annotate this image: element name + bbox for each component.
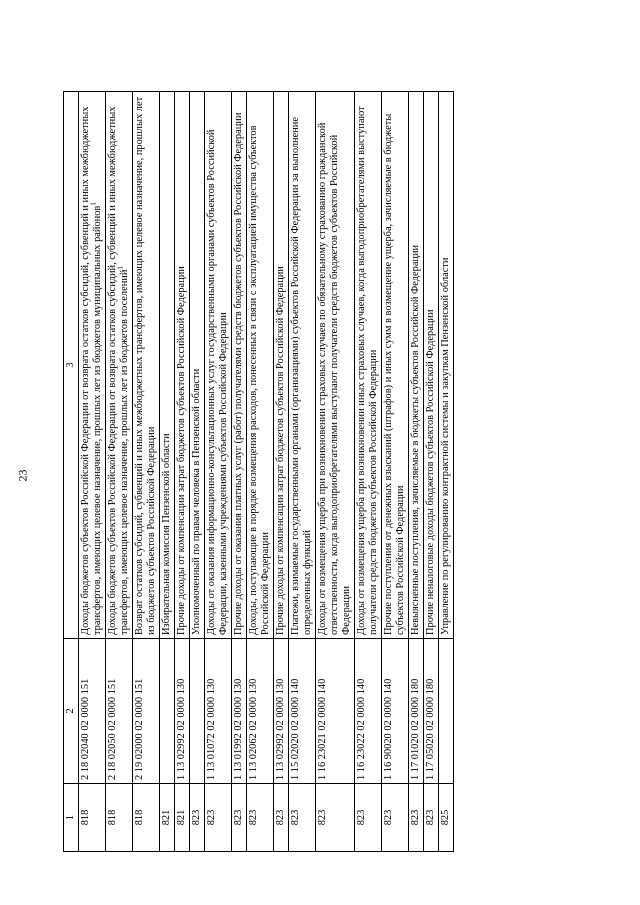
table-row (106, 92, 133, 852)
revenue-code-cell: 1 13 02992 02 0000 130 (175, 639, 190, 784)
admin-code-cell: 823 (316, 784, 355, 852)
table-row (79, 92, 106, 852)
revenue-code-cell: 1 17 01020 02 0000 180 (409, 639, 424, 784)
table-row (160, 92, 175, 852)
footnote-mark: 1 (116, 266, 125, 270)
revenue-code-cell: 2 18 02050 02 0000 151 (106, 639, 133, 784)
description-cell (205, 92, 232, 639)
admin-code-cell: 823 (274, 784, 289, 852)
header-col-2: 2 (64, 639, 79, 784)
description-cell (106, 92, 133, 639)
revenue-code-cell (160, 639, 175, 784)
description-cell (439, 92, 454, 639)
admin-code-cell: 818 (133, 784, 160, 852)
admin-code-cell: 818 (106, 784, 133, 852)
description-text: Платежи, взимаемые государственными органами (организациями) субъектов Российской Федерации за выполнение определенных функций (290, 117, 313, 635)
page-number: 23 (15, 469, 30, 482)
description-cell (190, 92, 205, 639)
description-cell (175, 92, 190, 639)
revenue-code-cell: 1 16 23022 02 0000 140 (355, 639, 382, 784)
description-text: Доходы от возмещения ущерба при возникновении иных страховых случаев, когда выгодоприобретателями выступают получатели средств бюджетов субъектов Российской Федерации (356, 106, 379, 635)
description-cell (289, 92, 316, 639)
description-cell (232, 92, 247, 639)
admin-code-cell: 823 (424, 784, 439, 852)
description-text: Уполномоченный по правам человека в Пензенской области (191, 368, 202, 635)
table-row (355, 92, 382, 852)
revenue-code-cell: 2 18 02040 02 0000 151 (79, 639, 106, 784)
description-cell (316, 92, 355, 639)
table-row (289, 92, 316, 852)
header-col-1: 1 (64, 784, 79, 852)
revenue-code-cell: 1 15 02020 02 0000 140 (289, 639, 316, 784)
admin-code-cell: 818 (79, 784, 106, 852)
revenue-code-cell: 1 17 05020 02 0000 180 (424, 639, 439, 784)
table-row (133, 92, 160, 852)
admin-code-cell: 821 (160, 784, 175, 852)
table-body (79, 92, 454, 852)
description-cell (133, 92, 160, 639)
description-cell (424, 92, 439, 639)
description-cell (247, 92, 274, 639)
table-row (316, 92, 355, 852)
revenue-code-cell (439, 639, 454, 784)
table-row (274, 92, 289, 852)
footnote-mark: 1 (89, 202, 98, 206)
description-text: Доходы от возмещения ущерба при возникновении страховых случаев по обязательному страхованию гражданской ответственности, когда выгодоприобретателями выступают получатели средств бюджетов субъектов Российской Федерации (317, 122, 352, 635)
header-col-3: 3 (64, 92, 79, 639)
admin-code-cell: 823 (289, 784, 316, 852)
admin-code-cell: 823 (190, 784, 205, 852)
description-cell (355, 92, 382, 639)
revenue-code-cell: 1 13 01072 02 0000 130 (205, 639, 232, 784)
admin-code-cell: 823 (382, 784, 409, 852)
admin-code-cell: 821 (175, 784, 190, 852)
table-row (190, 92, 205, 852)
table-row (232, 92, 247, 852)
table-row (439, 92, 454, 852)
table-row (409, 92, 424, 852)
description-text: Невыясненные поступления, зачисляемые в бюджеты субъектов Российской Федерации (410, 244, 421, 635)
table-row (205, 92, 232, 852)
description-text: Доходы от оказания информационно-консультационных услуг государственными органами субъектов Российской Федерации, казенными учреждениями субъектов Российской Федерации (206, 129, 229, 635)
table-header-row (64, 92, 79, 852)
admin-code-cell: 823 (355, 784, 382, 852)
description-text: Избирательная комиссия Пензенской области (161, 433, 172, 635)
description-text: Прочие доходы от компенсации затрат бюджетов субъектов Российской Федерации (275, 266, 286, 635)
description-text: Доходы бюджетов субъектов Российской Федерации от возврата остатков субсидий, субвенций и иных межбюджетных трансфертов, имеющих целевое назначение, прошлых лет из бюджетов поселений (107, 106, 130, 635)
description-text: Прочие поступления от денежных взысканий (штрафов) и иных сумм в возмещение ущерба, зачисляемые в бюджеты субъектов Российской Федерации (383, 113, 406, 635)
description-text: Доходы бюджетов субъектов Российской Федерации от возврата остатков субсидий, субвенций и иных межбюджетных трансфертов, имеющих целевое назначение, прошлых лет из бюджетов муниципальных районов (80, 106, 103, 635)
revenue-code-cell: 1 13 02992 02 0000 130 (274, 639, 289, 784)
revenue-codes-table (63, 91, 454, 852)
description-text: Возврат остатков субсидий, субвенций и иных межбюджетных трансфертов, имеющих целевое назначение, прошлых лет из бюджетов субъектов Российской Федерации (134, 96, 157, 635)
description-text: Прочие доходы от компенсации затрат бюджетов субъектов Российской Федерации (176, 266, 187, 635)
description-cell (274, 92, 289, 639)
description-text: Прочие доходы от оказания платных услуг (работ) получателями средств бюджетов субъектов Российской Федерации (233, 112, 244, 635)
description-text: Управление по регулированию контрактной системы и закупкам Пензенской области (440, 257, 451, 635)
revenue-code-cell: 1 16 23021 02 0000 140 (316, 639, 355, 784)
description-cell (160, 92, 175, 639)
revenue-code-cell: 1 13 01992 02 0000 130 (232, 639, 247, 784)
admin-code-cell: 825 (439, 784, 454, 852)
admin-code-cell: 823 (247, 784, 274, 852)
table-row (424, 92, 439, 852)
description-cell (409, 92, 424, 639)
revenue-code-cell: 1 13 02062 02 0000 130 (247, 639, 274, 784)
table-row (247, 92, 274, 852)
description-cell (382, 92, 409, 639)
admin-code-cell: 823 (409, 784, 424, 852)
revenue-code-cell (190, 639, 205, 784)
rotated-table-container (63, 92, 633, 852)
admin-code-cell: 823 (205, 784, 232, 852)
table-row (382, 92, 409, 852)
revenue-code-cell: 1 16 90020 02 0000 140 (382, 639, 409, 784)
revenue-code-cell: 2 19 02000 02 0000 151 (133, 639, 160, 784)
table-row (175, 92, 190, 852)
description-cell (79, 92, 106, 639)
description-text: Доходы, поступающие в порядке возмещения расходов, понесенных в связи с эксплуатацией имущества субъектов Российской Федерации (248, 125, 271, 635)
admin-code-cell: 823 (232, 784, 247, 852)
description-text: Прочие неналоговые доходы бюджетов субъектов Российской Федерации (425, 309, 436, 635)
